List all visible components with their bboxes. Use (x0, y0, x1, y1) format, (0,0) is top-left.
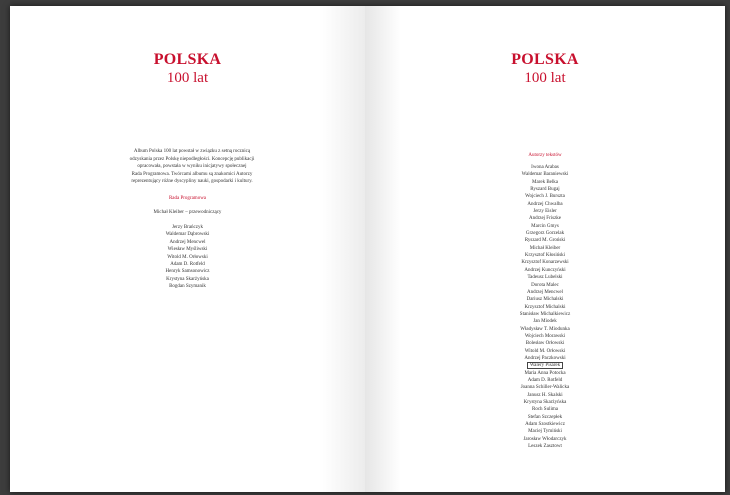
list-item (365, 421, 725, 428)
name-text: Andrzej Paczkowski (524, 355, 566, 361)
name-text: Waldemar Dąbrowski (165, 232, 210, 238)
name-text: Andrzej Kunczyński (524, 267, 566, 273)
name-text: Marcin Gmys (531, 223, 559, 229)
name-text: Roch Sulima (532, 407, 558, 413)
name-text: Stefan Szczepłek (527, 414, 563, 420)
intro-line: odzyskania przez Polskę niepodległości. Koncepcję publikacji (129, 156, 255, 162)
list-item (365, 289, 725, 296)
list-item (10, 224, 365, 231)
left-page-title: POLSKA (153, 51, 222, 68)
name-text: Ryszard M. Groński (524, 238, 566, 244)
intro-line: Album Polska 100 lat powstał w związku z setną rocznicą (133, 149, 251, 154)
program-council-heading: Rada Programowa (168, 196, 207, 201)
name-text: Ryszard Bugaj (530, 187, 560, 193)
list-item (365, 384, 725, 391)
name-text: Michał Kleiber (529, 245, 561, 251)
list-item (10, 239, 365, 246)
list-item (365, 193, 725, 200)
name-text: Adam D. Rotfeld (170, 262, 205, 268)
intro-paragraph (118, 148, 266, 186)
name-text: Waldemar Baraniewski (521, 172, 569, 178)
list-item (365, 274, 725, 281)
name-text: Wojciech Morawski (524, 333, 566, 339)
name-text: Grzegorz Gorzelak (525, 231, 565, 237)
list-item (365, 428, 725, 435)
name-text: Andrzej Mencwel (527, 289, 563, 295)
name-text: Walery Pisarek (527, 362, 563, 369)
list-item (365, 326, 725, 333)
name-text: Jarosław Włodarczyk (523, 436, 567, 442)
list-item (10, 283, 365, 290)
name-text: Andrzej Chwalba (527, 201, 563, 207)
list-item (365, 443, 725, 450)
list-item (365, 348, 725, 355)
list-item (365, 406, 725, 413)
list-item (365, 267, 725, 274)
name-text: Krystyna Skarżyńska (166, 276, 209, 282)
name-text: Leszek Zasztowt (528, 444, 562, 450)
name-text: Jan Miodek (533, 319, 557, 325)
name-text: Adam D. Rotfeld (527, 377, 563, 383)
list-item (365, 179, 725, 186)
list-item (365, 201, 725, 208)
book-spread (10, 6, 725, 492)
name-text: Bogdan Szymanik (169, 284, 206, 290)
name-text: Wojciech J. Burszta (525, 194, 565, 200)
list-item (365, 436, 725, 443)
name-text: Henryk Samsonowicz (165, 269, 210, 275)
intro-line: reprezentujący różne dyscypliny nauki, gospodarki i kultury. (131, 179, 253, 185)
name-text: Jerzy Brańczyk (172, 225, 203, 230)
name-text: Maciej Tymiński (528, 429, 562, 435)
list-item (365, 355, 725, 362)
right-page-subtitle: 100 lat (524, 69, 566, 86)
right-title-block (365, 51, 725, 86)
list-item (365, 311, 725, 318)
name-text: Janusz H. Skalski (527, 392, 563, 398)
name-text: Marek Belka (532, 179, 558, 185)
left-page (10, 6, 365, 492)
list-item (365, 304, 725, 311)
name-text: Wiesław Myśliwski (167, 247, 208, 253)
name-text: Tadeusz Lubelski (527, 275, 563, 281)
name-text: Joanna Schiller-Walicka (520, 385, 570, 391)
list-item (365, 223, 725, 230)
council-members-list (10, 224, 365, 291)
list-item (365, 370, 725, 377)
list-item (365, 362, 725, 369)
list-item (10, 246, 365, 253)
list-item (10, 261, 365, 268)
name-text: Jerzy Eisler (533, 209, 557, 215)
list-item (365, 333, 725, 340)
list-item (365, 414, 725, 421)
name-text: Witold M. Orłowski (167, 254, 208, 260)
name-text: Krystyna Skarżyńska (523, 400, 567, 405)
name-text: Andrzej Friszke (528, 216, 562, 222)
name-text: Dorota Malec (531, 282, 559, 288)
name-text: Krzysztof Michalski (524, 304, 566, 310)
name-text: Iwona Arabas (531, 165, 559, 170)
name-text: Bolesław Orłowski (525, 341, 565, 347)
name-text: Maria Anna Potocka (524, 370, 566, 376)
name-text: Władysław T. Miodunka (520, 326, 570, 332)
list-item (365, 259, 725, 266)
list-item (365, 377, 725, 384)
left-title-block (10, 51, 365, 86)
list-item (365, 164, 725, 171)
name-text: Krzysztof Konarzewski (521, 260, 569, 266)
list-item (365, 215, 725, 222)
right-page (365, 6, 725, 492)
list-item (365, 186, 725, 193)
list-item (10, 268, 365, 275)
list-item (365, 230, 725, 237)
list-item (365, 296, 725, 303)
authors-heading: Autorzy tekstów (528, 153, 562, 158)
right-page-title: POLSKA (511, 51, 579, 68)
authors-list (365, 164, 725, 450)
list-item (365, 237, 725, 244)
intro-line: Rada Programowa. Twórcami albumu są znakomici Autorzy (131, 171, 253, 177)
name-text: Andrzej Mencwel (169, 239, 206, 245)
council-chair: Michał Kleiber – przewodniczący (153, 210, 222, 215)
list-item (365, 208, 725, 215)
list-item (365, 318, 725, 325)
name-text: Dariusz Michalski (526, 297, 564, 303)
list-item (10, 276, 365, 283)
list-item (365, 399, 725, 406)
list-item (365, 392, 725, 399)
name-text: Adam Szostkiewicz (525, 422, 565, 428)
list-item (10, 231, 365, 238)
list-item (365, 252, 725, 259)
name-text: Witold M. Orłowski (524, 348, 566, 354)
list-item (365, 245, 725, 252)
name-text: Krzysztof Kłosiński (524, 253, 566, 259)
name-text: Stanisław Michalkiewicz (519, 311, 571, 317)
list-item (365, 171, 725, 178)
list-item (365, 340, 725, 347)
list-item (365, 282, 725, 289)
left-page-subtitle: 100 lat (166, 69, 209, 86)
list-item (10, 254, 365, 261)
intro-line: opracowała, powstała w wyniku inicjatywy społecznej (137, 164, 247, 170)
